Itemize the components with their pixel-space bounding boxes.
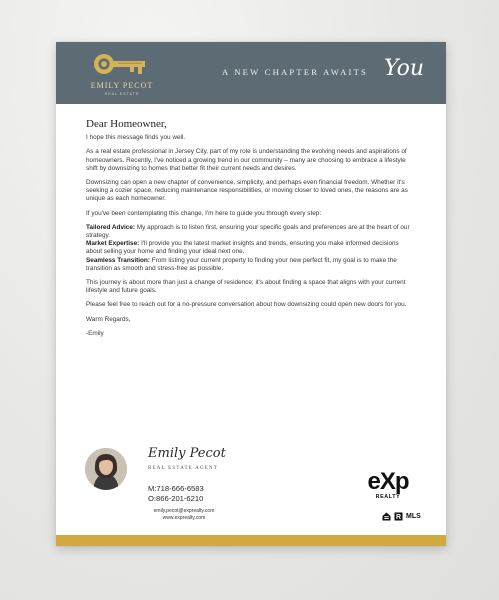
tagline-script: You xyxy=(384,56,425,81)
letter-sheet xyxy=(56,42,446,546)
tagline: A NEW CHAPTER AWAITS xyxy=(222,67,369,77)
brand-subtitle: REAL ESTATE xyxy=(104,92,140,96)
office-phone: O:866-201-6210 xyxy=(148,494,204,503)
brand-name: EMILY PECOT xyxy=(90,81,154,90)
agent-title: REAL ESTATE AGENT xyxy=(148,466,219,471)
letterhead-header xyxy=(56,42,446,104)
phone-numbers xyxy=(148,484,204,504)
brokerage-badges xyxy=(382,511,421,521)
email-address: emily.pecot@exprealty.com xyxy=(153,508,215,514)
list-item xyxy=(86,224,416,240)
contact-info xyxy=(144,508,224,522)
list-item-label: Market Expertise: xyxy=(86,240,140,248)
exp-realty-label: REALTY xyxy=(375,494,401,500)
salutation: Dear Homeowner, xyxy=(86,118,167,130)
signoff: -Emily xyxy=(86,329,104,337)
website-url: www.exprealty.com xyxy=(162,515,206,521)
paragraph-3: Downsizing can open a new chapter of convenience, simplicity, and perhaps even financial freedom. Whether it's seeking a cozier space, reducing maintenance responsibilities, or moving closer to loved ones, the reasons are as unique as each homeowner. xyxy=(86,179,408,203)
paragraph-5: This journey is about more than just a change of residence; it's about finding a space that aligns with your current lifestyle and future goals. xyxy=(86,279,406,295)
avatar xyxy=(85,448,127,490)
key-logo-icon xyxy=(92,52,152,76)
mls-label: MLS xyxy=(406,512,421,520)
exp-logo: eXp xyxy=(367,468,409,495)
mobile-phone: M:718-666-6583 xyxy=(148,484,204,493)
svg-text:R: R xyxy=(395,513,402,521)
list-item-text: From listing your current property to finding your new perfect fit, my goal is to make the transition as smooth and stress-free as possible. xyxy=(86,256,397,272)
list-item-label: Tailored Advice: xyxy=(86,223,136,231)
closing: Warm Regards, xyxy=(86,315,131,323)
footer-bar xyxy=(56,535,446,546)
list-item-text: My approach is to listen first, ensuring your specific goals and preferences are at the heart of our strategy. xyxy=(86,223,410,240)
equal-housing-icon xyxy=(382,512,391,521)
realtor-icon xyxy=(394,512,403,521)
paragraph-1: I hope this message finds you well. xyxy=(86,134,186,142)
paragraph-4: If you've been contemplating this change, I'm here to guide you through every step: xyxy=(86,209,322,217)
paragraph-6: Please feel free to reach out for a no-pressure conversation about how downsizing could open new doors for you. xyxy=(86,301,407,309)
list-item-label: Seamless Transition: xyxy=(86,256,150,264)
letter-body xyxy=(86,120,416,344)
paragraph-2: As a real estate professional in Jersey City, part of my role is understanding the evolving needs and aspirations of homeowners. Recently, I've noticed a growing trend in our community – many are choosing to embrace a lifestyle shift by downsizing to homes that better fit their current needs and desires. xyxy=(86,148,407,172)
list-item xyxy=(86,240,416,256)
list-item xyxy=(86,257,416,273)
signature-script: Emily Pecot xyxy=(148,446,226,461)
signature-block xyxy=(82,446,422,536)
list-item-text: I'll provide you the latest market insights and trends, ensuring you make informed decisions about selling your home and finding your ideal next one. xyxy=(86,240,399,256)
